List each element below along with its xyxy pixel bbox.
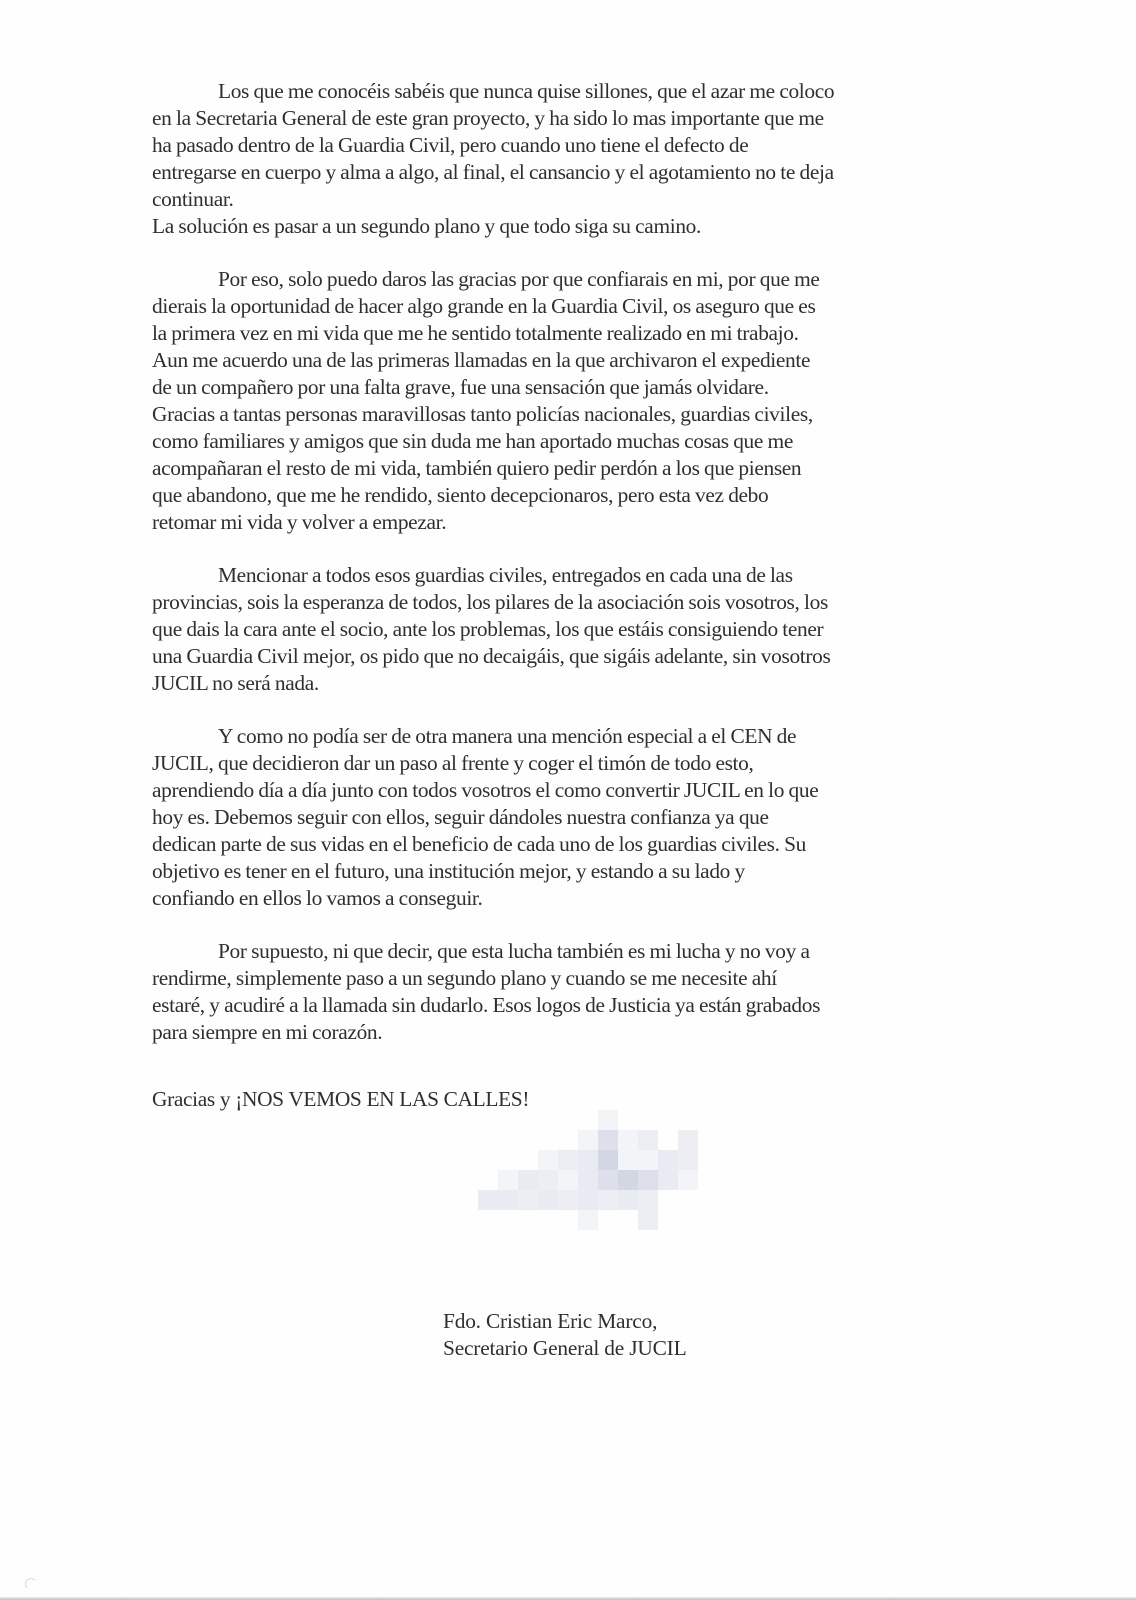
paragraph-gap [152, 536, 982, 562]
redaction-pixel [658, 1150, 678, 1170]
text-line: JUCIL, que decidieron dar un paso al frente y coger el timón de todo esto, [152, 751, 754, 775]
redaction-pixel [538, 1190, 558, 1210]
text-line: rendirme, simplemente paso a un segundo plano y cuando se me necesite ahí [152, 966, 777, 990]
text-line: confiando en ellos lo vamos a conseguir. [152, 886, 483, 910]
text-line: de un compañero por una falta grave, fue una sensación que jamás olvidare. [152, 375, 769, 399]
redaction-pixel [598, 1190, 618, 1210]
text-line: Por supuesto, ni que decir, que esta lucha también es mi lucha y no voy a [218, 939, 810, 963]
redaction-pixel [578, 1150, 598, 1170]
redaction-pixel [678, 1150, 698, 1170]
redaction-pixel [658, 1170, 678, 1190]
redaction-pixel [478, 1190, 498, 1210]
redaction-pixel [498, 1170, 518, 1190]
text-line: continuar. [152, 187, 234, 211]
letter-body [152, 78, 982, 1046]
redaction-pixel [498, 1190, 518, 1210]
text-line: dierais la oportunidad de hacer algo grande en la Guardia Civil, os aseguro que es [152, 294, 816, 318]
text-line: una Guardia Civil mejor, os pido que no decaigáis, que sigáis adelante, sin vosotros [152, 644, 831, 668]
text-line: hoy es. Debemos seguir con ellos, seguir dándoles nuestra confianza ya que [152, 805, 769, 829]
text-line: retomar mi vida y volver a empezar. [152, 510, 447, 534]
redaction-pixel [518, 1190, 538, 1210]
redaction-pixel [578, 1190, 598, 1210]
text-line: que abandono, que me he rendido, siento decepcionaros, pero esta vez debo [152, 483, 769, 507]
redaction-pixel [678, 1130, 698, 1150]
redaction-pixel [598, 1110, 618, 1130]
redaction-pixel [638, 1150, 658, 1170]
redacted-signature-pixelation [478, 1110, 708, 1220]
redaction-pixel [598, 1130, 618, 1150]
redaction-pixel [538, 1170, 558, 1190]
paragraph-2 [152, 266, 982, 536]
paragraph-gap [152, 912, 982, 938]
redaction-pixel [618, 1130, 638, 1150]
text-line: Gracias a tantas personas maravillosas tanto policías nacionales, guardias civiles, [152, 402, 813, 426]
paragraph-4 [152, 723, 982, 912]
redaction-pixel [538, 1150, 558, 1170]
redaction-pixel [558, 1150, 578, 1170]
text-line: para siempre en mi corazón. [152, 1020, 383, 1044]
redaction-pixel [618, 1190, 638, 1210]
signatory-title: Secretario General de JUCIL [443, 1336, 687, 1360]
text-line: como familiares y amigos que sin duda me han aportado muchas cosas que me [152, 429, 793, 453]
text-line: dedican parte de sus vidas en el beneficio de cada uno de los guardias civiles. Su [152, 832, 807, 856]
text-line: ha pasado dentro de la Guardia Civil, pero cuando uno tiene el defecto de [152, 133, 749, 157]
redaction-pixel [618, 1150, 638, 1170]
redaction-pixel [518, 1170, 538, 1190]
redaction-pixel [578, 1170, 598, 1190]
text-line: JUCIL no será nada. [152, 671, 319, 695]
text-line: objetivo es tener en el futuro, una institución mejor, y estando a su lado y [152, 859, 745, 883]
redaction-pixel [638, 1210, 658, 1230]
redaction-pixel [618, 1170, 638, 1190]
paragraph-gap [152, 240, 982, 266]
text-line: Mencionar a todos esos guardias civiles, entregados en cada una de las [218, 563, 793, 587]
text-line: en la Secretaria General de este gran proyecto, y ha sido lo mas importante que me [152, 106, 824, 130]
paragraph-3 [152, 562, 982, 697]
text-line: Aun me acuerdo una de las primeras llamadas en la que archivaron el expediente [152, 348, 811, 372]
text-line: La solución es pasar a un segundo plano y que todo siga su camino. [152, 214, 702, 238]
text-line: provincias, sois la esperanza de todos, los pilares de la asociación sois vosotros, los [152, 590, 828, 614]
redaction-pixel [598, 1170, 618, 1190]
redaction-pixel [558, 1190, 578, 1210]
redaction-pixel [578, 1130, 598, 1150]
text-line: estaré, y acudiré a la llamada sin dudarlo. Esos logos de Justicia ya están grabados [152, 993, 821, 1017]
text-line: que dais la cara ante el socio, ante los problemas, los que estáis consiguiendo tener [152, 617, 824, 641]
text-line: aprendiendo día a día junto con todos vosotros el como convertir JUCIL en lo que [152, 778, 819, 802]
text-line: la primera vez en mi vida que me he sentido totalmente realizado en mi trabajo. [152, 321, 799, 345]
text-line: Los que me conocéis sabéis que nunca quise sillones, que el azar me coloco [218, 79, 835, 103]
text-line: entregarse en cuerpo y alma a algo, al final, el cansancio y el agotamiento no te deja [152, 160, 834, 184]
text-line: acompañaran el resto de mi vida, también quiero pedir perdón a los que piensen [152, 456, 802, 480]
signature-block [443, 1308, 686, 1362]
redaction-pixel [598, 1150, 618, 1170]
paragraph-5 [152, 938, 982, 1046]
redaction-pixel [578, 1210, 598, 1230]
scan-artifact-mark [25, 1578, 37, 1590]
text-line: Por eso, solo puedo daros las gracias por que confiarais en mi, por que me [218, 267, 820, 291]
redaction-pixel [678, 1170, 698, 1190]
redaction-pixel [558, 1170, 578, 1190]
redaction-pixel [638, 1190, 658, 1210]
paragraph-gap [152, 697, 982, 723]
text-line: Y como no podía ser de otra manera una mención especial a el CEN de [218, 724, 797, 748]
redaction-pixel [638, 1170, 658, 1190]
closing-line: Gracias y ¡NOS VEMOS EN LAS CALLES! [152, 1087, 530, 1111]
paragraph-1 [152, 78, 982, 240]
signatory-name: Fdo. Cristian Eric Marco, [443, 1309, 658, 1333]
redaction-pixel [638, 1130, 658, 1150]
